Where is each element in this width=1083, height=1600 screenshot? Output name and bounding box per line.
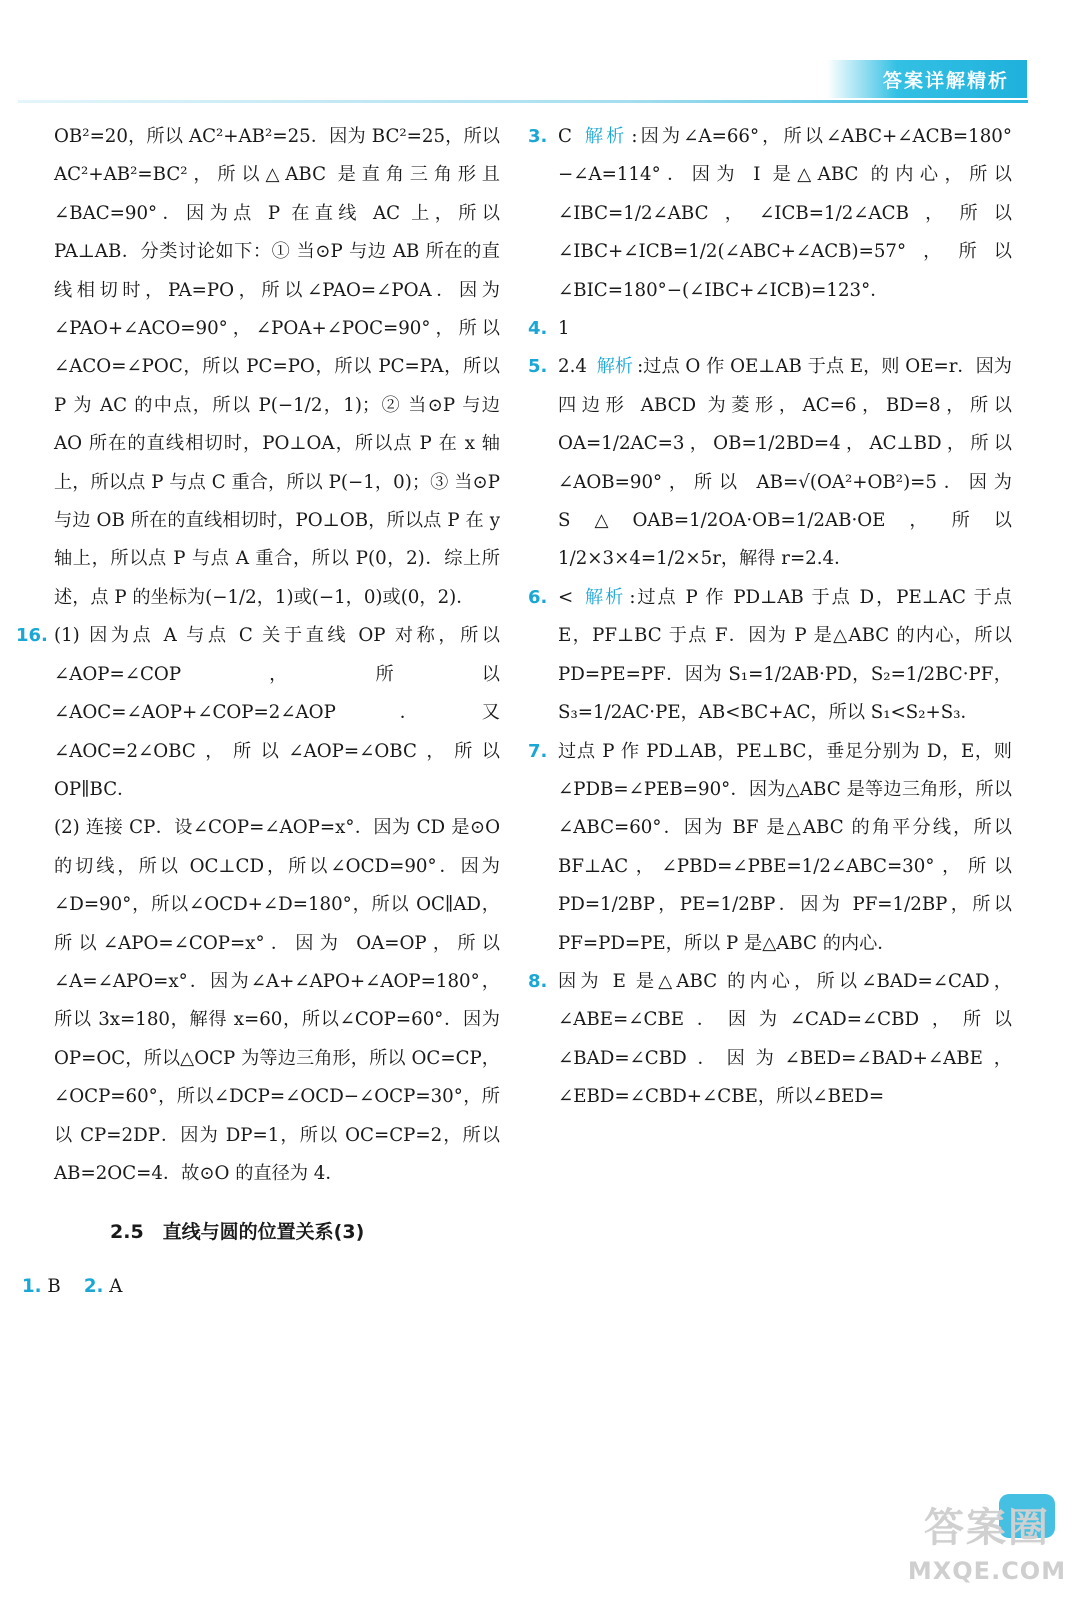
q7-text: 过点 P 作 PD⊥AB，PE⊥BC，垂足分别为 D，E，则∠PDB=∠PEB=90°．因为△ABC 是等边三角形，所以∠ABC=60°．因为 BF 是△ABC 的角平分线，所以 BF⊥AC，∠PBD=∠PBE=1/2∠ABC=30°，所以 PD=1/2BP，PE=1/2BP．因为 PF=1/2BP，所以 PF=PD=PE，所以 P 是△ABC 的内心． bbox=[558, 740, 1012, 954]
left-column bbox=[16, 118, 500, 1306]
q3-analysis-tag: 解析 bbox=[584, 126, 628, 147]
q4-number: 4. bbox=[528, 318, 548, 340]
q4-answer: 1 bbox=[558, 318, 570, 340]
q5-number: 5. bbox=[528, 356, 548, 378]
q2-number: 2. bbox=[83, 1275, 104, 1297]
q3-block bbox=[528, 118, 1012, 310]
q8-text: 因为 E 是△ABC 的内心，所以∠BAD=∠CAD，∠ABE=∠CBE．因为∠CAD=∠CBD，所以∠BAD=∠CBD．因为∠BED=∠BAD+∠ABE，∠EBD=∠CBD+∠CBE，所以∠BED= bbox=[558, 970, 1012, 1108]
q3-number: 3. bbox=[528, 126, 548, 147]
q4-block bbox=[528, 310, 1012, 348]
section-title: 2.5 直线与圆的位置关系(3) bbox=[110, 1221, 365, 1244]
watermark bbox=[907, 1500, 1067, 1592]
q6-analysis-tag: 解析 bbox=[585, 586, 626, 608]
watermark-logo: 答案圈 bbox=[924, 1505, 1050, 1551]
q3-analysis: :因为∠A=66°，所以∠ABC+∠ACB=180°−∠A=114°．因为 I 是△ABC 的内心，所以∠IBC=1/2∠ABC，∠ICB=1/2∠ACB，所以∠IBC+∠ICB=1/2(∠ABC+∠ACB)=57°，所以∠BIC=180°−(∠IBC+∠ICB)=123°． bbox=[558, 126, 1012, 301]
header-tab: 答案详解精析 bbox=[827, 60, 1027, 98]
q5-answer: 2.4 bbox=[558, 356, 587, 378]
q2-answer: A bbox=[109, 1275, 123, 1297]
q8-number: 8. bbox=[528, 970, 548, 992]
q16-block bbox=[16, 617, 500, 1193]
q6-block bbox=[528, 579, 1012, 733]
q8-block bbox=[528, 963, 1012, 1117]
q5-analysis-tag: 解析 bbox=[596, 356, 634, 378]
q5-analysis: :过点 O 作 OE⊥AB 于点 E，则 OE=r．因为四边形 ABCD 为菱形，AC=6，BD=8，所以 OA=1/2AC=3，OB=1/2BD=4，AC⊥BD，所以∠AOB=90°，所以 AB=√(OA²+OB²)=5．因为 S△OAB=1/2OA·OB=1/2AB·OE，所以 1/2×3×4=1/2×5r，解得 r=2.4． bbox=[558, 356, 1012, 570]
watermark-url: MXQE.COM bbox=[907, 1557, 1067, 1585]
q6-answer: < bbox=[558, 586, 574, 608]
q15-continuation: OB²=20，所以 AC²+AB²=25．因为 BC²=25，所以 AC²+AB²=BC²，所以△ABC 是直角三角形且∠BAC=90°．因为点 P 在直线 AC 上，所以 PA⊥AB．分类讨论如下：① 当⊙P 与边 AB 所在的直线相切时，PA=PO，所以∠PAO=∠POA．因为∠PAO+∠ACO=90°，∠POA+∠POC=90°，所以∠ACO=∠POC，所以 PC=PO，所以 PC=PA，所以 P 为 AC 的中点，所以 P(−1/2，1)；② 当⊙P 与边 AO 所在的直线相切时，PO⊥OA，所以点 P 在 x 轴上，所以点 P 与点 C 重合，所以 P(−1，0)；③ 当⊙P 与边 OB 所在的直线相切时，PO⊥OB，所以点 P 在 y 轴上，所以点 P 与点 A 重合，所以 P(0，2)．综上所述，点 P 的坐标为(−1/2，1)或(−1，0)或(0，2)． bbox=[54, 126, 500, 608]
q1-number: 1. bbox=[22, 1275, 42, 1297]
q7-number: 7. bbox=[528, 740, 548, 762]
q3-answer: C bbox=[558, 126, 572, 147]
q16-number: 16. bbox=[16, 625, 48, 647]
short-answers-1-2 bbox=[22, 1268, 500, 1306]
right-column bbox=[528, 118, 1012, 1117]
q5-block bbox=[528, 348, 1012, 578]
header-rule bbox=[18, 100, 1028, 103]
q16-part2: (2) 连接 CP．设∠COP=∠AOP=x°．因为 CD 是⊙O 的切线，所以 OC⊥CD，所以∠OCD=90°．因为∠D=90°，所以∠OCD+∠D=180°，所以 OC∥AD，所以∠APO=∠COP=x°．因为 OA=OP，所以∠A=∠APO=x°．因为∠A+∠APO+∠AOP=180°，所以 3x=180，解得 x=60，所以∠COP=60°．因为 OP=OC，所以△OCP 为等边三角形，所以 OC=CP，∠OCP=60°，所以∠DCP=∠OCD−∠OCP=30°，所以 CP=2DP．因为 DP=1，所以 OC=CP=2，所以 AB=2OC=4．故⊙O 的直径为 4． bbox=[54, 817, 500, 1184]
q6-analysis: :过点 P 作 PD⊥AB 于点 D，PE⊥AC 于点 E，PF⊥BC 于点 F．因为 P 是△ABC 的内心，所以 PD=PE=PF．因为 S₁=1/2AB·PD，S₂=1/2BC·PF，S₃=1/2AC·PE，AB<BC+AC，所以 S₁<S₂+S₃． bbox=[558, 586, 1012, 724]
q7-block bbox=[528, 733, 1012, 963]
q6-number: 6. bbox=[528, 586, 548, 608]
q16-part1: (1) 因为点 A 与点 C 关于直线 OP 对称，所以∠AOP=∠COP，所以∠AOC=∠AOP+∠COP=2∠AOP．又∠AOC=2∠OBC，所以∠AOP=∠OBC，所以 OP∥BC． bbox=[54, 625, 500, 800]
q1-answer: B bbox=[47, 1275, 61, 1297]
